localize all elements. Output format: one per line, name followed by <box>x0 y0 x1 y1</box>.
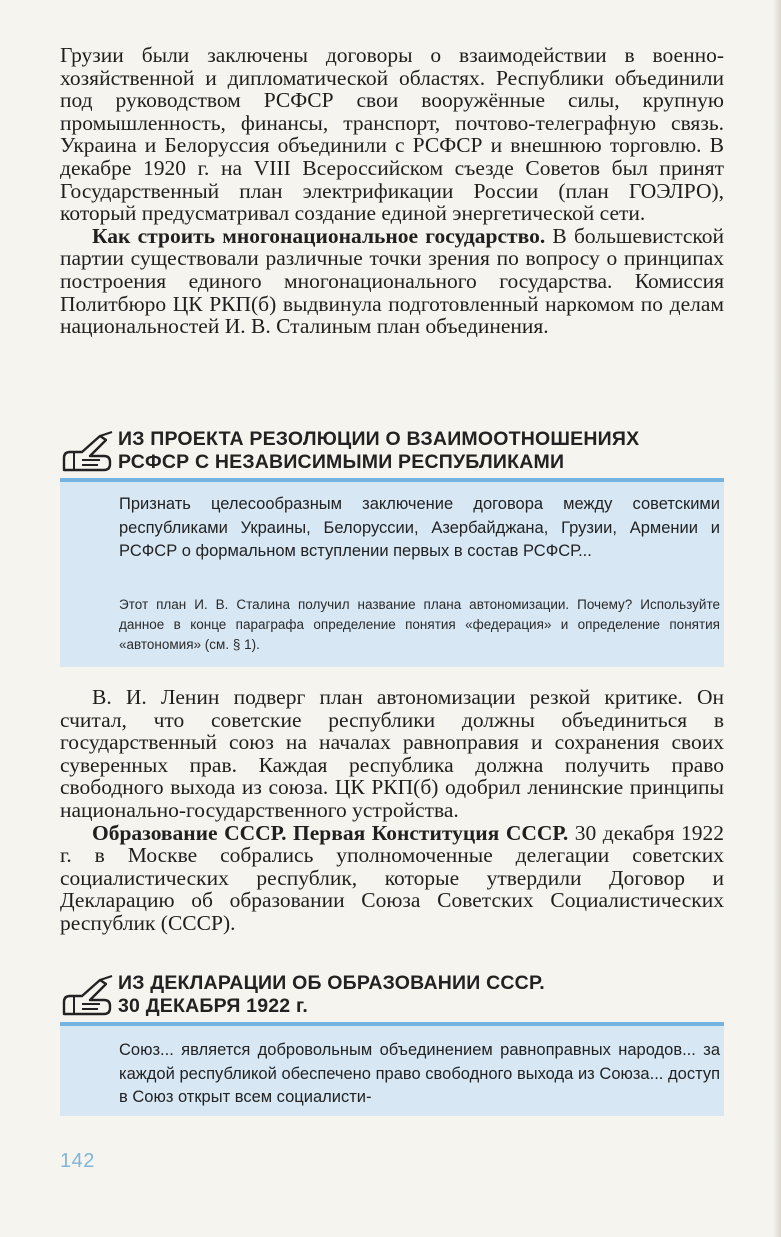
paragraph-4 <box>60 822 724 935</box>
source-1-header <box>60 428 724 478</box>
hand-writing-icon <box>60 430 116 474</box>
source-1-text: Признать целесообразным заключение договора между советскими республиками Украины, Белоруссии, Азербайджана, Грузии, Армении и РСФСР о формальном вступлении первых в состав РСФСР... <box>119 495 720 560</box>
paragraph-4-body: 30 декабря 1922 г. в Москве собрались уполномоченные делегации советских социалистических республик, которые утвердили Договор и Декларацию об образовании Союза Советских Социалистических республик (СССР). <box>60 820 724 935</box>
source-1-title <box>118 428 724 474</box>
page-number: 142 <box>60 1150 95 1172</box>
paragraph-2-body: В большевистской партии существовали различные точки зрения по вопросу о принципах построения единого многонационального государства. Комиссия Политбюро ЦК РКП(б) выдвинула подготовленный наркомом по делам национальностей И. В. Сталиным план объединения. <box>60 223 725 339</box>
source-2-header <box>60 972 724 1022</box>
source-1-title-line-2: РСФСР С НЕЗАВИСИМЫМИ РЕСПУБЛИКАМИ <box>118 451 565 473</box>
paragraph-2 <box>60 225 724 338</box>
page-edge-shadow <box>773 0 781 1237</box>
top-text <box>60 44 724 338</box>
middle-text <box>60 686 724 935</box>
paragraph-1: Грузии были заключены договоры о взаимодействии в военно-хозяйственной и дипломатической областях. Республики объединили под руководством РСФСР свои вооружённые силы, крупную промышленность, финансы, транспорт, почтово-телеграфную связь. Украина и Белоруссия объединили с РСФСР и внешнюю торговлю. В декабре 1920 г. на VIII Всероссийском съезде Советов был принят Государственный план электрификации России (план ГОЭЛРО), который предусматривал создание единой энергетической сети. <box>60 43 724 226</box>
source-2-text: Союз... является добровольным объединением равноправных народов... за каждой республикой обеспечено право свободного выхода из Союза... доступ в Союз открыт всем социалисти- <box>119 1041 720 1106</box>
source-1-box <box>60 482 724 667</box>
source-2-box <box>60 1026 724 1116</box>
paragraph-4-heading: Образование СССР. Первая Конституция СССР. <box>92 820 569 845</box>
paragraph-3-text: В. И. Ленин подверг план автономизации резкой критике. Он считал, что советские республики должны объединиться в государственный союз на началах равноправия и сохранения своих суверенных прав. Каждая республика должна получить право свободного выхода из союза. ЦК РКП(б) одобрил ленинские принципы национально-государственного устройства. <box>60 685 724 822</box>
source-2-title <box>118 972 724 1018</box>
paragraph-3 <box>60 686 724 822</box>
hand-writing-icon <box>60 974 116 1018</box>
source-1-question: Этот план И. В. Сталина получил название плана автономизации. Почему? Используйте данное в конце параграфа определение понятия «федерация» и определение понятия «автономия» (см. § 1). <box>119 597 720 652</box>
source-1-title-line-1: ИЗ ПРОЕКТА РЕЗОЛЮЦИИ О ВЗАИМООТНОШЕНИЯХ <box>118 428 640 450</box>
paragraph-2-heading: Как строить многонациональное государство. <box>92 223 546 248</box>
source-2-title-line-2: 30 ДЕКАБРЯ 1922 г. <box>118 995 308 1017</box>
source-2-title-line-1: ИЗ ДЕКЛАРАЦИИ ОБ ОБРАЗОВАНИИ СССР. <box>118 972 545 994</box>
